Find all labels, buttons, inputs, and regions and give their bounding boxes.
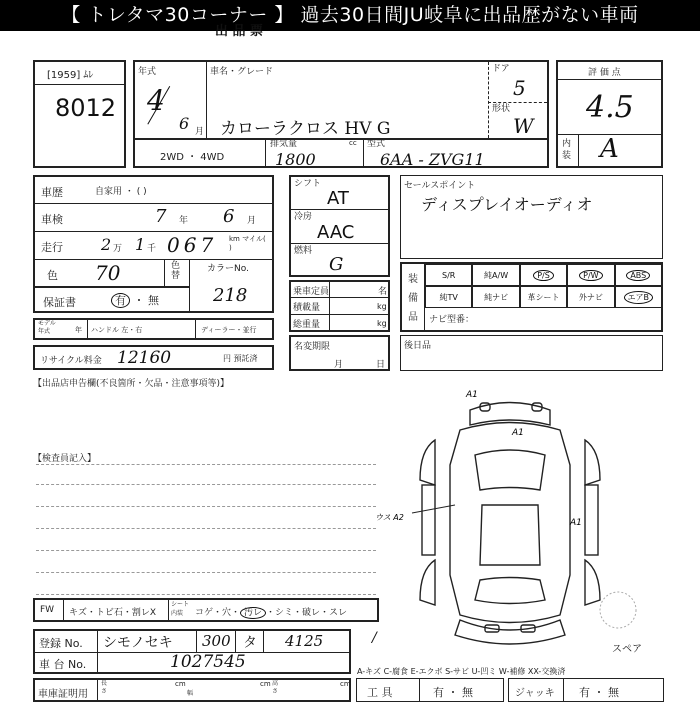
displacement: 1800: [275, 150, 316, 169]
car-name: カローラクロス HV G: [220, 119, 391, 139]
sheet-title: 出 品 票: [215, 24, 264, 39]
equipment-item: [615, 286, 662, 308]
jack-row: ジャッキ 有 ・ 無: [508, 678, 664, 702]
name-label: 車名・グレード: [210, 67, 274, 77]
fw-row: FW キズ・トビ石・割レX シート内装 コゲ・穴・ 汚レ ・シミ・破レ・スレ: [33, 598, 379, 622]
seller-notes-label: 【出品店申告欄(不良箇所・欠品・注意事項等)】: [33, 379, 230, 389]
recycle-fee: 12160: [117, 348, 172, 368]
spare-label: スペア: [612, 644, 642, 655]
banner: 【 トレタマ30コーナー 】 過去30日間JU岐阜に出品歴がない車両: [0, 0, 700, 31]
equipment-item-label: S/R: [442, 270, 456, 280]
equipment-item-label: 革シート: [527, 292, 560, 302]
history-block: 車歴 自家用 ・ ( ) 車検 7 年 6 月 走行 2 万 1 千 067 km マイル( ) 色 70 色替 カラーNo. 218 保証書 有 ・ 無: [33, 175, 274, 313]
registration-table: 登録 No. シモノセキ 300 タ 4125 車 台 No. 1027545: [33, 629, 351, 674]
equipment-item: [615, 264, 662, 286]
mileage-digits: 067: [167, 233, 218, 257]
equipment-item: [472, 286, 519, 308]
seat-stain-circled: 汚レ: [240, 607, 266, 619]
shape: W: [513, 114, 534, 138]
equipment-item-circled: エアB: [624, 291, 654, 304]
lot-code: [1959] ﾑﾚ: [47, 70, 94, 81]
equipment-item: [472, 264, 519, 286]
year-value: 4: [147, 84, 165, 117]
capacity-table: 乗車定員 名 積載量 kg 総重量 kg: [289, 280, 390, 332]
equipment-table: 装備品 S/R 純A/W P/S P/W ABS 純TV 純ナビ 革シート 外ナビ エアB ナビ型番：: [400, 262, 663, 332]
equipment-item-circled: P/S: [533, 270, 554, 281]
equipment-item-label: 純TV: [439, 292, 458, 302]
tools-row: 工 具 有 ・ 無: [356, 678, 504, 702]
sales-point-value: ディスプレイオーディオ: [421, 195, 593, 214]
shift-ac-fuel: シフト AT 冷房 AAC 燃料 G: [289, 175, 390, 277]
model-code: 6AA - ZVG11: [380, 150, 485, 169]
equipment-item: [425, 264, 472, 286]
car-damage-diagram: [375, 385, 620, 655]
inspector-notes-label: 【検査員記入】: [33, 454, 97, 464]
lot-box: [33, 60, 126, 168]
inspection-month: 6: [223, 206, 235, 227]
history-value: 自家用 ・ ( ): [95, 187, 147, 197]
inspection-year: 7: [155, 206, 167, 227]
mileage-man: 2: [101, 235, 112, 254]
later-items: 後日品: [400, 335, 663, 371]
equipment-item: [567, 286, 614, 308]
color-number: 218: [213, 285, 248, 306]
ac-value: AAC: [317, 222, 355, 243]
damage-mark: A1: [570, 518, 582, 528]
equipment-item: [520, 286, 567, 308]
color-value: 70: [95, 261, 121, 285]
reg-area: シモノセキ: [103, 635, 173, 651]
interior-score: A: [600, 134, 619, 164]
equipment-item: [520, 264, 567, 286]
garage-certificate-row: 車庫証明用 長さ cm 幅 cm 高さ cm: [33, 678, 351, 702]
score-value: 4.5: [586, 90, 634, 125]
damage-mark: A1: [466, 390, 478, 400]
navi-model-label: ナビ型番：: [429, 315, 475, 325]
name-change-deadline: 名変期限 月 日: [289, 335, 390, 371]
damage-mark: A1: [512, 428, 524, 438]
score-box: 評 価 点 4.5 内装 A: [556, 60, 663, 168]
lot-number: 8012: [55, 94, 117, 122]
equipment-item-label: 外ナビ: [578, 292, 603, 302]
reg-kana: タ: [243, 635, 257, 651]
equipment-item-label: 純A/W: [484, 270, 509, 280]
equipment-item-circled: P/W: [579, 270, 602, 281]
equipment-item: [567, 264, 614, 286]
damage-legend: A-キズ C-腐食 E-エクボ S-サビ U-凹ミ W-補修 XX-交換済: [357, 667, 566, 676]
reg-class: 300: [202, 632, 231, 650]
tools-value: 有 ・ 無: [433, 686, 473, 699]
warranty-yes: 有: [111, 293, 130, 308]
equipment-item-circled: ABS: [626, 270, 650, 281]
equipment-item: [425, 286, 472, 308]
drive-type: 2WD ・ 4WD: [160, 152, 225, 163]
year-label: 年式: [138, 67, 157, 77]
sales-point: セールスポイント ディスプレイオーディオ: [400, 175, 663, 259]
vehicle-info-box: 年式 4 6 月 車名・グレード カローラクロス HV G ドア 5 形状 W 2WD ・ 4WD 排気量 cc 1800 型式 6AA - ZVG11: [133, 60, 549, 168]
recycle-row: リサイクル料金 12160 円 預託済: [33, 345, 274, 370]
month-value: 6: [179, 114, 190, 133]
fuel-value: G: [329, 254, 344, 275]
shift-value: AT: [327, 188, 349, 209]
jack-value: 有 ・ 無: [579, 686, 619, 699]
chassis-number: 1027545: [170, 652, 246, 672]
model-year-row: モデル年式 年 ハンドル 左・右 ディーラー・並行: [33, 318, 274, 340]
reg-number: 4125: [285, 632, 324, 650]
damage-mark: ウス A2: [375, 513, 404, 522]
doors: 5: [513, 76, 526, 100]
equipment-item-label: 純ナビ: [484, 292, 509, 302]
